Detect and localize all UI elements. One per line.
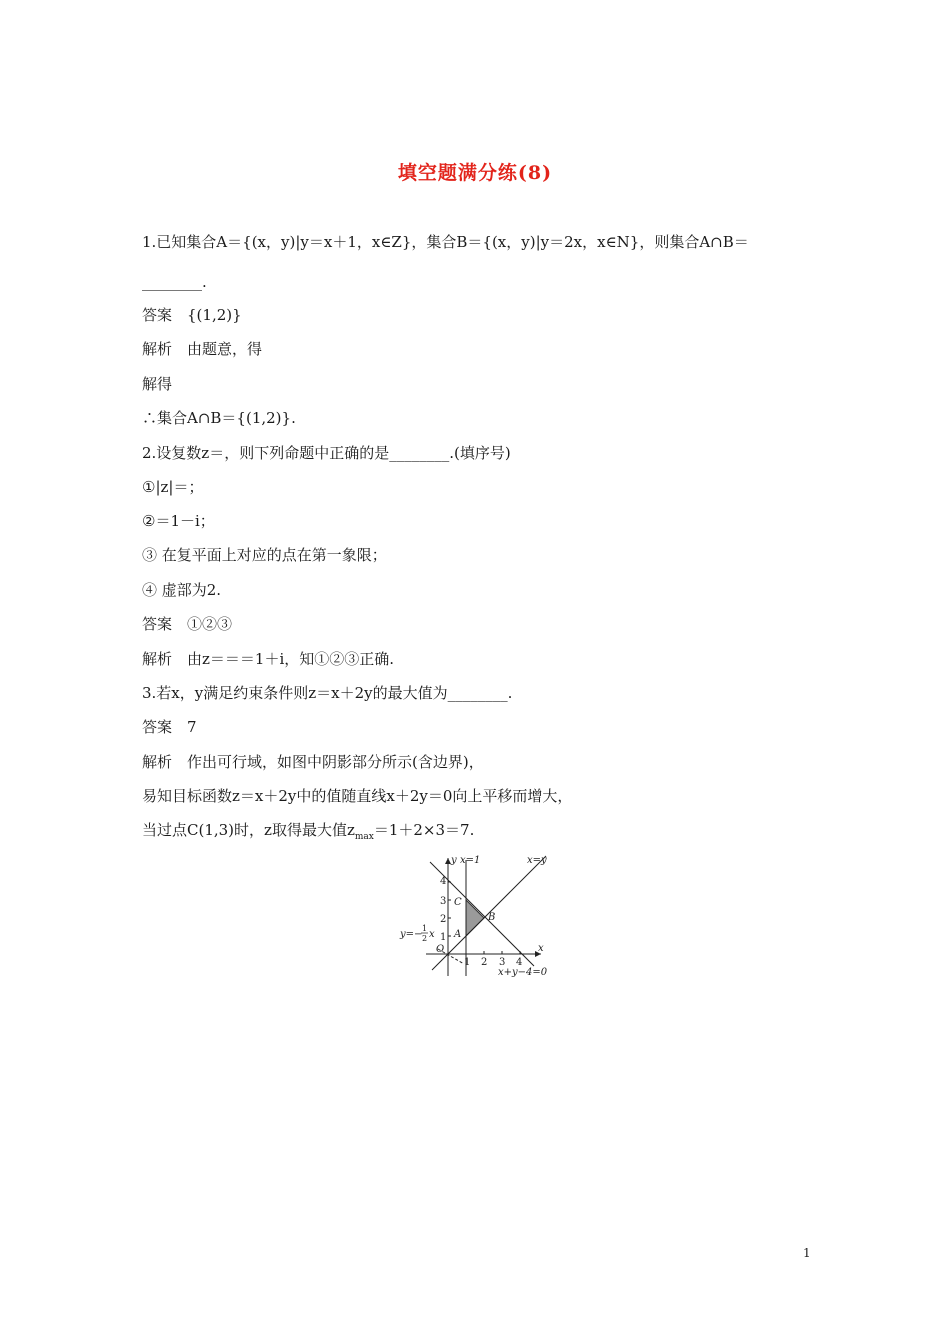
- q1-answer: 答案 {(1,2)}: [142, 306, 242, 324]
- label-objective-prefix: y=−: [400, 929, 423, 940]
- label-objective-den: 2: [422, 934, 428, 943]
- point-a-label: A: [454, 929, 462, 940]
- x-axis-label: x: [538, 943, 544, 954]
- q3-answer: 答案 7: [142, 718, 197, 736]
- q3-conclusion-subscript: max: [354, 832, 374, 842]
- y-axis-label: y: [451, 855, 457, 866]
- point-c-label: C: [454, 897, 462, 908]
- q2-option-4: ④ 虚部为2.: [142, 581, 222, 599]
- q2-answer: 答案 ①②③: [142, 615, 233, 633]
- q2-stem: 2.设复数z＝，则下列命题中正确的是________.(填序号): [142, 444, 511, 462]
- y-tick-label-1: 1: [440, 932, 447, 943]
- q2-option-3: ③ 在复平面上对应的点在第一象限；: [142, 546, 387, 564]
- page-title: 填空题满分练(8): [397, 162, 553, 184]
- q3-conclusion-prefix: 当过点C(1,3)时，z取得最大值z: [142, 821, 355, 839]
- q3-stem: 3.若x，y满足约束条件则z＝x＋2y的最大值为________.: [142, 684, 513, 702]
- x-tick-label-1: 1: [464, 957, 471, 968]
- q2-option-1: ①|z|＝；: [142, 478, 204, 496]
- q3-conclusion-suffix: ＝1＋2×3＝7.: [373, 821, 475, 839]
- q1-analysis: 解析 由题意，得: [142, 340, 263, 358]
- feasible-region-graph: [398, 852, 558, 980]
- q3-conclusion: [142, 820, 474, 847]
- y-tick-label-3: 3: [440, 896, 447, 907]
- y-tick-label-4: 4: [440, 876, 447, 887]
- q2-analysis: 解析 由z＝＝＝1＋i，知①②③正确.: [142, 650, 395, 668]
- q3-analysis: 解析 作出可行域，如图中阴影部分所示(含边界)，: [142, 753, 484, 771]
- label-x-plus-y: x+y−4=0: [498, 967, 548, 978]
- q1-conclusion: ∴集合A∩B＝{(1,2)}.: [142, 409, 296, 427]
- point-b-label: B: [488, 912, 496, 923]
- page-number: 1: [803, 1246, 811, 1260]
- feasible-region: [466, 900, 484, 936]
- q1-solve: 解得: [142, 375, 173, 393]
- label-objective-num: 1: [422, 924, 428, 933]
- q1-blank: ________.: [142, 273, 207, 291]
- q2-option-2: ②＝1－i；: [142, 512, 215, 530]
- label-x-eq-y: x=y: [527, 855, 547, 866]
- y-tick-label-2: 2: [440, 914, 447, 925]
- x-tick-label-4: 4: [516, 957, 523, 968]
- q3-objective: 易知目标函数z＝x＋2y中的值随直线x＋2y＝0向上平移而增大，: [142, 787, 573, 805]
- label-x-eq-1: x=1: [460, 855, 481, 866]
- label-objective-suffix: x: [429, 929, 435, 940]
- origin-label: O: [436, 944, 445, 955]
- x-tick-label-3: 3: [499, 957, 506, 968]
- x-tick-label-2: 2: [481, 957, 488, 968]
- q1-stem: 1.已知集合A＝{(x，y)|y＝x＋1，x∈Z}，集合B＝{(x，y)|y＝2x，x∈N}，则集合A∩B＝: [142, 233, 749, 251]
